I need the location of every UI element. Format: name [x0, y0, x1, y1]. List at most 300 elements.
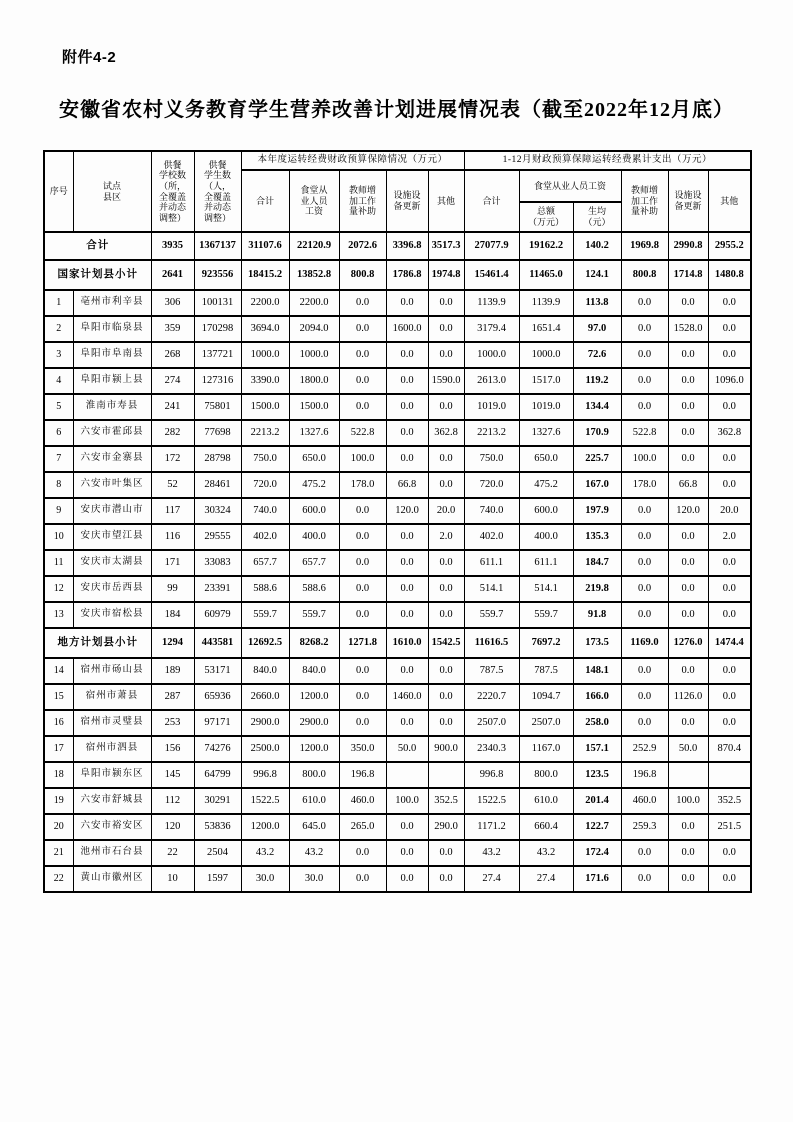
value-cell: 0.0 [386, 368, 428, 394]
value-cell: 2094.0 [289, 316, 339, 342]
county-cell: 阜阳市临泉县 [73, 316, 151, 342]
value-cell: 588.6 [289, 576, 339, 602]
county-cell: 阜阳市颍东区 [73, 762, 151, 788]
schools-count-cell: 287 [151, 684, 194, 710]
value-cell: 362.8 [708, 420, 751, 446]
value-cell: 2.0 [708, 524, 751, 550]
value-cell: 1200.0 [289, 736, 339, 762]
schools-count-cell: 189 [151, 658, 194, 684]
value-cell: 750.0 [241, 446, 289, 472]
value-cell: 172.4 [573, 840, 621, 866]
value-cell: 43.2 [464, 840, 519, 866]
value-cell: 0.0 [708, 342, 751, 368]
value-cell: 2507.0 [519, 710, 573, 736]
value-cell: 2900.0 [289, 710, 339, 736]
table-row [44, 814, 751, 840]
table-row [44, 368, 751, 394]
value-cell: 720.0 [464, 472, 519, 498]
students-count-cell: 28461 [194, 472, 241, 498]
county-cell: 宿州市泗县 [73, 736, 151, 762]
value-cell: 43.2 [519, 840, 573, 866]
value-cell: 0.0 [621, 316, 668, 342]
table-row [44, 840, 751, 866]
value-cell: 514.1 [519, 576, 573, 602]
value-cell: 0.0 [428, 866, 464, 892]
county-cell: 六安市叶集区 [73, 472, 151, 498]
value-cell: 20.0 [708, 498, 751, 524]
value-cell: 2220.7 [464, 684, 519, 710]
seq-cell: 13 [44, 602, 73, 628]
county-cell: 宿州市砀山县 [73, 658, 151, 684]
value-cell: 0.0 [621, 342, 668, 368]
value-cell: 100.0 [668, 788, 708, 814]
seq-cell: 7 [44, 446, 73, 472]
value-cell: 0.0 [386, 524, 428, 550]
students-count-cell: 100131 [194, 290, 241, 316]
value-cell: 514.1 [464, 576, 519, 602]
value-cell [708, 762, 751, 788]
value-cell: 3694.0 [241, 316, 289, 342]
value-cell: 290.0 [428, 814, 464, 840]
value-cell: 0.0 [386, 420, 428, 446]
value-cell: 259.3 [621, 814, 668, 840]
students-count-cell: 64799 [194, 762, 241, 788]
value-cell: 352.5 [428, 788, 464, 814]
students-count-cell: 53836 [194, 814, 241, 840]
value-cell: 0.0 [339, 710, 386, 736]
table-row [44, 684, 751, 710]
value-cell: 0.0 [386, 710, 428, 736]
value-cell: 0.0 [428, 658, 464, 684]
value-cell: 1522.5 [241, 788, 289, 814]
value-cell: 0.0 [339, 840, 386, 866]
value-cell: 0.0 [621, 710, 668, 736]
value-cell: 1019.0 [519, 394, 573, 420]
value-cell: 996.8 [464, 762, 519, 788]
value-cell: 0.0 [708, 550, 751, 576]
value-cell: 22120.9 [289, 232, 339, 260]
value-cell: 171.6 [573, 866, 621, 892]
value-cell: 0.0 [386, 342, 428, 368]
value-cell: 0.0 [386, 394, 428, 420]
value-cell: 2200.0 [241, 290, 289, 316]
students-count-cell: 74276 [194, 736, 241, 762]
header-row-1 [44, 151, 751, 170]
value-cell: 657.7 [241, 550, 289, 576]
value-cell: 1327.6 [289, 420, 339, 446]
schools-count-cell: 268 [151, 342, 194, 368]
value-cell: 225.7 [573, 446, 621, 472]
value-cell: 140.2 [573, 232, 621, 260]
value-cell: 402.0 [464, 524, 519, 550]
value-cell: 30.0 [289, 866, 339, 892]
value-cell: 1169.0 [621, 628, 668, 658]
value-cell: 0.0 [708, 602, 751, 628]
value-cell: 1000.0 [289, 342, 339, 368]
value-cell: 66.8 [386, 472, 428, 498]
value-cell: 0.0 [668, 342, 708, 368]
value-cell: 740.0 [241, 498, 289, 524]
value-cell: 0.0 [386, 866, 428, 892]
value-cell: 2500.0 [241, 736, 289, 762]
value-cell: 0.0 [668, 290, 708, 316]
value-cell: 0.0 [386, 658, 428, 684]
value-cell: 600.0 [289, 498, 339, 524]
header-expense-group: 1-12月财政预算保障运转经费累计支出（万元） [464, 151, 751, 170]
table-row [44, 290, 751, 316]
seq-cell: 3 [44, 342, 73, 368]
header-expense-facility: 设施设 备更新 [668, 170, 708, 232]
county-cell: 阜阳市阜南县 [73, 342, 151, 368]
value-cell: 113.8 [573, 290, 621, 316]
students-count-cell: 65936 [194, 684, 241, 710]
students-count-cell: 97171 [194, 710, 241, 736]
value-cell: 8268.2 [289, 628, 339, 658]
value-cell: 460.0 [621, 788, 668, 814]
value-cell: 0.0 [708, 684, 751, 710]
value-cell: 0.0 [621, 394, 668, 420]
value-cell: 787.5 [519, 658, 573, 684]
value-cell: 559.7 [519, 602, 573, 628]
schools-count-cell: 282 [151, 420, 194, 446]
seq-cell: 18 [44, 762, 73, 788]
table-row [44, 394, 751, 420]
value-cell: 0.0 [386, 814, 428, 840]
seq-cell: 9 [44, 498, 73, 524]
value-cell: 0.0 [668, 576, 708, 602]
value-cell: 1500.0 [289, 394, 339, 420]
value-cell: 0.0 [386, 550, 428, 576]
value-cell: 0.0 [428, 550, 464, 576]
row-label-cell: 地方计划县小计 [44, 628, 151, 658]
value-cell: 1480.8 [708, 260, 751, 290]
seq-cell: 11 [44, 550, 73, 576]
header-schools: 供餐 学校数 （所， 全覆盖 并动态 调整） [151, 151, 194, 232]
value-cell: 43.2 [241, 840, 289, 866]
value-cell: 2.0 [428, 524, 464, 550]
value-cell: 1522.5 [464, 788, 519, 814]
seq-cell: 19 [44, 788, 73, 814]
value-cell: 1651.4 [519, 316, 573, 342]
seq-cell: 14 [44, 658, 73, 684]
schools-count-cell: 99 [151, 576, 194, 602]
value-cell: 0.0 [339, 498, 386, 524]
value-cell: 1460.0 [386, 684, 428, 710]
students-count-cell: 77698 [194, 420, 241, 446]
value-cell: 475.2 [289, 472, 339, 498]
value-cell: 0.0 [621, 684, 668, 710]
value-cell: 72.6 [573, 342, 621, 368]
value-cell: 0.0 [339, 658, 386, 684]
value-cell: 0.0 [339, 866, 386, 892]
seq-cell: 6 [44, 420, 73, 446]
value-cell: 43.2 [289, 840, 339, 866]
value-cell: 787.5 [464, 658, 519, 684]
value-cell: 0.0 [668, 866, 708, 892]
value-cell: 0.0 [621, 658, 668, 684]
value-cell: 265.0 [339, 814, 386, 840]
value-cell: 0.0 [708, 290, 751, 316]
value-cell: 0.0 [668, 550, 708, 576]
value-cell: 0.0 [621, 576, 668, 602]
value-cell: 167.0 [573, 472, 621, 498]
county-cell: 六安市金寨县 [73, 446, 151, 472]
students-count-cell: 30324 [194, 498, 241, 524]
header-wage-total: 总额 （万元） [519, 202, 573, 232]
seq-cell: 21 [44, 840, 73, 866]
value-cell: 400.0 [519, 524, 573, 550]
county-cell: 六安市裕安区 [73, 814, 151, 840]
value-cell: 251.5 [708, 814, 751, 840]
county-cell: 安庆市太湖县 [73, 550, 151, 576]
value-cell: 1000.0 [464, 342, 519, 368]
value-cell: 2660.0 [241, 684, 289, 710]
value-cell: 0.0 [668, 658, 708, 684]
value-cell: 170.9 [573, 420, 621, 446]
value-cell: 15461.4 [464, 260, 519, 290]
value-cell: 2200.0 [289, 290, 339, 316]
value-cell: 362.8 [428, 420, 464, 446]
value-cell: 0.0 [621, 866, 668, 892]
value-cell: 201.4 [573, 788, 621, 814]
value-cell: 0.0 [708, 840, 751, 866]
value-cell: 1019.0 [464, 394, 519, 420]
value-cell: 0.0 [708, 576, 751, 602]
table-row [44, 658, 751, 684]
value-cell: 258.0 [573, 710, 621, 736]
value-cell: 0.0 [428, 394, 464, 420]
schools-count-cell: 116 [151, 524, 194, 550]
table-row [44, 342, 751, 368]
value-cell: 0.0 [668, 840, 708, 866]
value-cell: 0.0 [428, 576, 464, 602]
value-cell: 157.1 [573, 736, 621, 762]
value-cell: 1271.8 [339, 628, 386, 658]
row-label-cell: 国家计划县小计 [44, 260, 151, 290]
students-count-cell: 1367137 [194, 232, 241, 260]
value-cell: 1528.0 [668, 316, 708, 342]
value-cell: 0.0 [668, 710, 708, 736]
attachment-label: 附件4-2 [62, 49, 117, 66]
value-cell: 20.0 [428, 498, 464, 524]
value-cell: 0.0 [621, 498, 668, 524]
county-cell: 安庆市潜山市 [73, 498, 151, 524]
value-cell: 610.0 [519, 788, 573, 814]
schools-count-cell: 253 [151, 710, 194, 736]
value-cell: 1200.0 [289, 684, 339, 710]
schools-count-cell: 1294 [151, 628, 194, 658]
value-cell: 559.7 [289, 602, 339, 628]
value-cell: 135.3 [573, 524, 621, 550]
students-count-cell: 33083 [194, 550, 241, 576]
value-cell: 522.8 [621, 420, 668, 446]
value-cell: 134.4 [573, 394, 621, 420]
value-cell: 645.0 [289, 814, 339, 840]
header-expense-other: 其他 [708, 170, 751, 232]
schools-count-cell: 274 [151, 368, 194, 394]
seq-cell: 10 [44, 524, 73, 550]
table-row [44, 550, 751, 576]
value-cell: 740.0 [464, 498, 519, 524]
county-cell: 淮南市寿县 [73, 394, 151, 420]
table-row [44, 788, 751, 814]
county-cell: 池州市石台县 [73, 840, 151, 866]
value-cell: 0.0 [708, 866, 751, 892]
value-cell: 1600.0 [386, 316, 428, 342]
seq-cell: 17 [44, 736, 73, 762]
value-cell: 1139.9 [519, 290, 573, 316]
students-count-cell: 60979 [194, 602, 241, 628]
value-cell: 50.0 [386, 736, 428, 762]
value-cell: 720.0 [241, 472, 289, 498]
value-cell: 800.0 [519, 762, 573, 788]
value-cell: 0.0 [428, 710, 464, 736]
value-cell: 0.0 [621, 290, 668, 316]
value-cell: 0.0 [386, 290, 428, 316]
value-cell: 219.8 [573, 576, 621, 602]
schools-count-cell: 156 [151, 736, 194, 762]
value-cell: 18415.2 [241, 260, 289, 290]
value-cell: 123.5 [573, 762, 621, 788]
table-row [44, 736, 751, 762]
value-cell: 522.8 [339, 420, 386, 446]
value-cell: 400.0 [289, 524, 339, 550]
value-cell [386, 762, 428, 788]
table-row [44, 446, 751, 472]
value-cell: 100.0 [339, 446, 386, 472]
row-label-cell: 合计 [44, 232, 151, 260]
value-cell: 1139.9 [464, 290, 519, 316]
value-cell: 750.0 [464, 446, 519, 472]
value-cell: 173.5 [573, 628, 621, 658]
value-cell: 2072.6 [339, 232, 386, 260]
schools-count-cell: 112 [151, 788, 194, 814]
value-cell: 900.0 [428, 736, 464, 762]
table-row [44, 866, 751, 892]
value-cell: 350.0 [339, 736, 386, 762]
seq-cell: 16 [44, 710, 73, 736]
header-wage-group: 食堂从业人员工资 [519, 170, 621, 202]
value-cell: 0.0 [339, 394, 386, 420]
value-cell: 0.0 [428, 684, 464, 710]
county-cell: 六安市霍邱县 [73, 420, 151, 446]
table-row [44, 472, 751, 498]
header-budget-facility: 设施设 备更新 [386, 170, 428, 232]
schools-count-cell: 120 [151, 814, 194, 840]
value-cell: 0.0 [339, 602, 386, 628]
value-cell: 2900.0 [241, 710, 289, 736]
value-cell: 2340.3 [464, 736, 519, 762]
value-cell: 100.0 [386, 788, 428, 814]
value-cell: 1590.0 [428, 368, 464, 394]
value-cell: 3517.3 [428, 232, 464, 260]
value-cell: 1974.8 [428, 260, 464, 290]
seq-cell: 20 [44, 814, 73, 840]
value-cell: 0.0 [339, 684, 386, 710]
students-count-cell: 443581 [194, 628, 241, 658]
value-cell: 559.7 [241, 602, 289, 628]
county-cell: 安庆市岳西县 [73, 576, 151, 602]
progress-table [43, 150, 752, 893]
value-cell: 196.8 [621, 762, 668, 788]
value-cell: 31107.6 [241, 232, 289, 260]
county-cell: 宿州市灵璧县 [73, 710, 151, 736]
value-cell: 0.0 [428, 342, 464, 368]
value-cell: 1000.0 [241, 342, 289, 368]
county-cell: 黄山市徽州区 [73, 866, 151, 892]
table-row [44, 524, 751, 550]
value-cell: 97.0 [573, 316, 621, 342]
value-cell: 7697.2 [519, 628, 573, 658]
value-cell: 0.0 [668, 602, 708, 628]
seq-cell: 1 [44, 290, 73, 316]
value-cell: 0.0 [339, 576, 386, 602]
value-cell: 0.0 [428, 316, 464, 342]
value-cell: 3390.0 [241, 368, 289, 394]
value-cell: 0.0 [386, 602, 428, 628]
schools-count-cell: 241 [151, 394, 194, 420]
value-cell: 66.8 [668, 472, 708, 498]
value-cell: 0.0 [621, 602, 668, 628]
county-cell: 安庆市望江县 [73, 524, 151, 550]
value-cell: 11616.5 [464, 628, 519, 658]
header-budget-group: 本年度运转经费财政预算保障情况（万元） [241, 151, 464, 170]
students-count-cell: 127316 [194, 368, 241, 394]
value-cell: 50.0 [668, 736, 708, 762]
value-cell: 197.9 [573, 498, 621, 524]
value-cell: 1517.0 [519, 368, 573, 394]
value-cell: 2955.2 [708, 232, 751, 260]
value-cell: 11465.0 [519, 260, 573, 290]
value-cell: 0.0 [386, 576, 428, 602]
value-cell: 0.0 [386, 446, 428, 472]
value-cell: 0.0 [668, 446, 708, 472]
value-cell: 660.4 [519, 814, 573, 840]
page-title: 安徽省农村义务教育学生营养改善计划进展情况表（截至2022年12月底） [59, 99, 734, 121]
value-cell: 120.0 [386, 498, 428, 524]
value-cell: 0.0 [708, 316, 751, 342]
value-cell: 611.1 [519, 550, 573, 576]
students-count-cell: 29555 [194, 524, 241, 550]
value-cell: 252.9 [621, 736, 668, 762]
students-count-cell: 30291 [194, 788, 241, 814]
value-cell: 1167.0 [519, 736, 573, 762]
table-body [44, 232, 751, 892]
value-cell: 27.4 [464, 866, 519, 892]
header-expense-teacher: 教师增 加工作 量补助 [621, 170, 668, 232]
value-cell: 0.0 [668, 368, 708, 394]
value-cell: 30.0 [241, 866, 289, 892]
seq-cell: 22 [44, 866, 73, 892]
value-cell: 650.0 [289, 446, 339, 472]
schools-count-cell: 172 [151, 446, 194, 472]
county-cell: 阜阳市颍上县 [73, 368, 151, 394]
value-cell: 657.7 [289, 550, 339, 576]
value-cell: 178.0 [339, 472, 386, 498]
students-count-cell: 2504 [194, 840, 241, 866]
header-budget-other: 其他 [428, 170, 464, 232]
table-row [44, 232, 751, 260]
schools-count-cell: 52 [151, 472, 194, 498]
header-expense-total: 合计 [464, 170, 519, 232]
schools-count-cell: 359 [151, 316, 194, 342]
value-cell: 0.0 [339, 342, 386, 368]
value-cell: 1276.0 [668, 628, 708, 658]
schools-count-cell: 145 [151, 762, 194, 788]
value-cell: 178.0 [621, 472, 668, 498]
value-cell: 124.1 [573, 260, 621, 290]
value-cell: 0.0 [668, 420, 708, 446]
